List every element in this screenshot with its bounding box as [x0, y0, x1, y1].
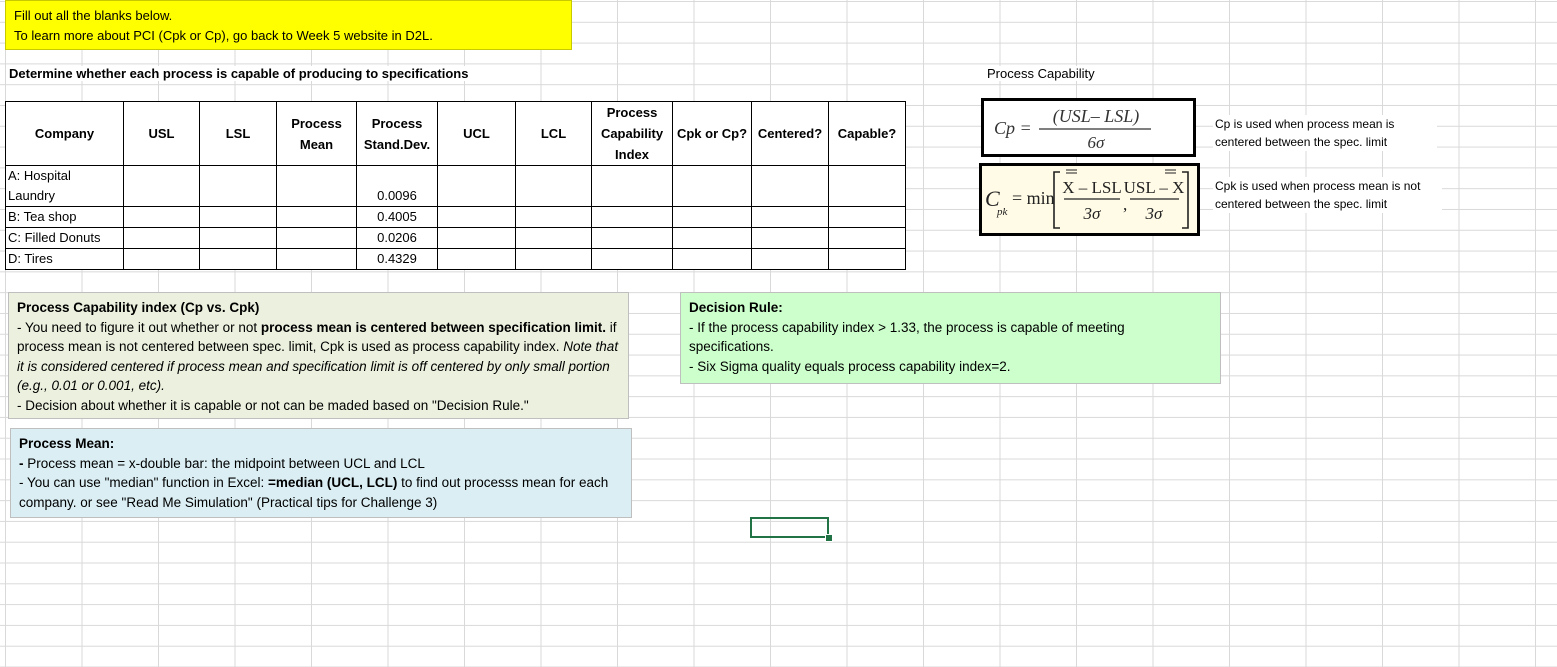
table-row: [6, 249, 906, 270]
cell-lcl[interactable]: [516, 228, 592, 249]
cell-sd[interactable]: 0.0206: [357, 228, 438, 249]
cpk-formula-den1: 3σ: [1083, 204, 1101, 223]
cell-lsl[interactable]: [200, 228, 277, 249]
cell-sd[interactable]: 0.4005: [357, 207, 438, 228]
cell-lsl[interactable]: [200, 166, 277, 207]
cell-company[interactable]: D: Tires: [6, 249, 124, 270]
cpk-formula-graphic: [982, 166, 1197, 233]
cell-capable[interactable]: [829, 228, 906, 249]
cp-formula-graphic: [984, 101, 1193, 154]
cell-capable[interactable]: [829, 249, 906, 270]
decision-rule-title: Decision Rule:: [689, 300, 783, 315]
cell-lcl[interactable]: [516, 166, 592, 207]
cell-capable[interactable]: [829, 207, 906, 228]
cell-capable[interactable]: [829, 166, 906, 207]
cell-sd[interactable]: 0.4329: [357, 249, 438, 270]
cpk-formula-den2: 3σ: [1145, 204, 1163, 223]
decision-rule-text-2: - Six Sigma quality equals process capability index=2.: [689, 358, 1011, 374]
cell-pci[interactable]: [592, 207, 673, 228]
cell-usl[interactable]: [124, 166, 200, 207]
cell-usl[interactable]: [124, 207, 200, 228]
table-row: [6, 228, 906, 249]
cpk-formula-c: C: [985, 186, 1000, 211]
table-row: [6, 207, 906, 228]
cell-company[interactable]: B: Tea shop: [6, 207, 124, 228]
cell-mean[interactable]: [277, 249, 357, 270]
cell-mean[interactable]: [277, 228, 357, 249]
pci-panel-text: - You need to figure it out whether or not process mean is centered between specification limit. if process mean is not centered between spec. limit, Cpk is used as process capability index. Note that it is considered centered if process mean and specification limit is off centered by only small portion (e.g., 0.01 or 0.001, etc).: [17, 319, 619, 394]
cp-formula: [981, 98, 1196, 157]
cell-lcl[interactable]: [516, 207, 592, 228]
cell-sd[interactable]: 0.0096: [357, 166, 438, 207]
header-process-mean[interactable]: Process Mean: [277, 102, 357, 166]
svg-text:,: ,: [1123, 195, 1128, 214]
cell-ucl[interactable]: [438, 166, 516, 207]
process-capability-label: Process Capability: [987, 66, 1095, 81]
cell-ucl[interactable]: [438, 207, 516, 228]
header-usl[interactable]: USL: [124, 102, 200, 166]
cell-type[interactable]: [673, 166, 752, 207]
table-header-row: [6, 102, 906, 166]
cp-note: Cp is used when process mean is centered between the spec. limit: [1213, 115, 1437, 151]
process-mean-text-1: - Process mean = x-double bar: the midpoint between UCL and LCL: [19, 455, 425, 471]
instruction-note: [5, 0, 572, 50]
header-company[interactable]: Company: [6, 102, 124, 166]
cell-centered[interactable]: [752, 207, 829, 228]
header-centered[interactable]: Centered?: [752, 102, 829, 166]
cp-formula-denominator: 6σ: [1087, 133, 1105, 152]
cell-centered[interactable]: [752, 166, 829, 207]
header-ucl[interactable]: UCL: [438, 102, 516, 166]
cpk-formula-sub: pk: [997, 206, 1008, 218]
cpk-formula: [979, 163, 1200, 236]
cell-company[interactable]: A: Hospital Laundry: [6, 166, 124, 207]
process-mean-panel: [10, 428, 632, 518]
cell-usl[interactable]: [124, 249, 200, 270]
cell-ucl[interactable]: [438, 228, 516, 249]
cell-lcl[interactable]: [516, 249, 592, 270]
instruction-line-1: Fill out all the blanks below.: [14, 8, 173, 23]
cell-centered[interactable]: [752, 228, 829, 249]
header-lcl[interactable]: LCL: [516, 102, 592, 166]
cell-pci[interactable]: [592, 166, 673, 207]
cell-type[interactable]: [673, 207, 752, 228]
header-capable[interactable]: Capable?: [829, 102, 906, 166]
cell-lsl[interactable]: [200, 207, 277, 228]
cell-ucl[interactable]: [438, 249, 516, 270]
cp-formula-lhs: Cp =: [994, 118, 1032, 138]
pci-panel-title: Process Capability index (Cp vs. Cpk): [17, 300, 260, 315]
header-cpk-or-cp[interactable]: Cpk or Cp?: [673, 102, 752, 166]
pci-panel-decision-text: - Decision about whether it is capable or not can be maded based on "Decision Rule.": [17, 397, 529, 413]
cpk-formula-min: = min: [1012, 188, 1055, 208]
cell-mean[interactable]: [277, 166, 357, 207]
cp-formula-numerator: (USL– LSL): [1052, 106, 1140, 126]
header-process-sd[interactable]: Process Stand.Dev.: [357, 102, 438, 166]
decision-rule-text-1: - If the process capability index > 1.33, the process is capable of meeting specifications.: [689, 319, 1125, 355]
process-mean-title: Process Mean:: [19, 436, 115, 451]
decision-rule-panel: [680, 292, 1221, 384]
header-pci[interactable]: Process Capability Index: [592, 102, 673, 166]
cell-company[interactable]: C: Filled Donuts: [6, 228, 124, 249]
pci-explanation-panel: [8, 292, 629, 419]
cell-pci[interactable]: [592, 249, 673, 270]
capability-table: [5, 101, 906, 270]
cell-centered[interactable]: [752, 249, 829, 270]
cell-type[interactable]: [673, 249, 752, 270]
table-row: [6, 166, 906, 207]
section-title: Determine whether each process is capable of producing to specifications: [9, 66, 469, 81]
cell-mean[interactable]: [277, 207, 357, 228]
cpk-formula-num1: X – LSL: [1062, 178, 1122, 197]
cell-usl[interactable]: [124, 228, 200, 249]
cpk-note: Cpk is used when process mean is not centered between the spec. limit: [1213, 177, 1442, 213]
selected-cell[interactable]: [750, 517, 829, 538]
cell-pci[interactable]: [592, 228, 673, 249]
instruction-line-2: To learn more about PCI (Cpk or Cp), go back to Week 5 website in D2L.: [14, 28, 433, 43]
header-lsl[interactable]: LSL: [200, 102, 277, 166]
cpk-formula-num2: USL – X: [1123, 178, 1185, 197]
cell-type[interactable]: [673, 228, 752, 249]
fill-handle[interactable]: [825, 534, 833, 542]
cell-lsl[interactable]: [200, 249, 277, 270]
process-mean-text-2: - You can use "median" function in Excel: =median (UCL, LCL) to find out processs mean for each company. or see "Read Me Simulation" (Practical tips for Challenge 3): [19, 475, 609, 510]
